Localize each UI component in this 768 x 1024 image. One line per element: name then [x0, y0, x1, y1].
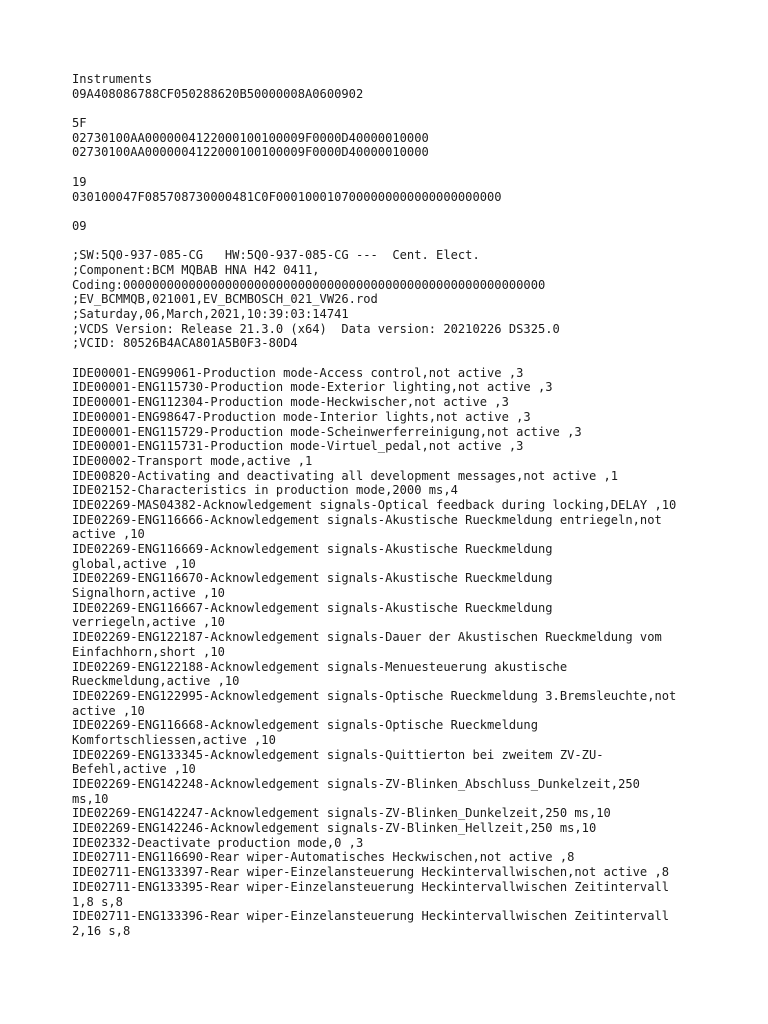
- text-line: IDE02269-ENG116668-Acknowledgement signals-Optische Rueckmeldung: [72, 718, 538, 733]
- text-line: [72, 204, 702, 219]
- text-line: IDE00820-Activating and deactivating all development messages,not active ,1: [72, 468, 619, 483]
- text-line: ;SW:5Q0-937-085-CG HW:5Q0-937-085-CG --- Cent. Elect.: [72, 248, 480, 263]
- text-line: IDE02152-Characteristics in production mode,2000 ms,4: [72, 483, 458, 498]
- text-line: IDE00001-ENG98647-Production mode-Interior lights,not active ,3: [72, 409, 531, 424]
- text-line: global,active ,10: [72, 556, 196, 571]
- text-line: 2,16 s,8: [72, 923, 131, 938]
- text-line: Komfortschliessen,active ,10: [72, 732, 276, 747]
- text-line: IDE00002-Transport mode,active ,1: [72, 453, 313, 468]
- text-line: Coding:0000000000000000000000000000000000000000000000000000000000: [72, 277, 546, 292]
- text-line: Instruments: [72, 72, 153, 86]
- text-line: 02730100AA0000004122000100100009F0000D40000010000: [72, 130, 429, 145]
- text-line: IDE02269-ENG116670-Acknowledgement signals-Akustische Rueckmeldung: [72, 571, 553, 586]
- text-line: IDE02269-ENG133345-Acknowledgement signals-Quittierton bei zweitem ZV-ZU-: [72, 747, 604, 762]
- text-line: 19: [72, 174, 87, 189]
- text-line: 02730100AA0000004122000100100009F0000D40000010000: [72, 145, 429, 160]
- text-line: Befehl,active ,10: [72, 762, 196, 777]
- text-line: IDE02711-ENG133396-Rear wiper-Einzelansteuerung Heckintervallwischen Zeitintervall: [72, 909, 670, 924]
- text-line: [72, 101, 702, 116]
- text-line: IDE00001-ENG99061-Production mode-Access control,not active ,3: [72, 365, 524, 380]
- text-line: 5F: [72, 116, 87, 131]
- text-line: IDE02269-ENG116669-Acknowledgement signals-Akustische Rueckmeldung: [72, 542, 553, 556]
- text-line: [72, 160, 702, 175]
- text-line: IDE02332-Deactivate production mode,0 ,3: [72, 835, 364, 850]
- text-line: Einfachhorn,short ,10: [72, 644, 225, 659]
- text-line: ms,10: [72, 791, 109, 806]
- text-line: [72, 351, 702, 366]
- text-line: IDE00001-ENG115729-Production mode-Scheinwerferreinigung,not active ,3: [72, 424, 582, 439]
- text-line: IDE02269-ENG122187-Acknowledgement signals-Dauer der Akustischen Rueckmeldung vom: [72, 630, 662, 645]
- text-line: IDE02711-ENG133397-Rear wiper-Einzelansteuerung Heckintervallwischen,not active ,8: [72, 865, 670, 880]
- text-line: IDE00001-ENG112304-Production mode-Heckwischer,not active ,3: [72, 395, 509, 410]
- text-line: verriegeln,active ,10: [72, 615, 225, 630]
- text-line: 09: [72, 218, 87, 233]
- text-line: ;Saturday,06,March,2021,10:39:03:14741: [72, 307, 349, 321]
- text-line: [72, 234, 702, 249]
- document-page: [72, 72, 702, 939]
- text-line: ;Component:BCM MQBAB HNA H42 0411,: [72, 262, 320, 277]
- text-line: IDE02269-ENG142247-Acknowledgement signals-ZV-Blinken_Dunkelzeit,250 ms,10: [72, 806, 611, 821]
- text-line: Signalhorn,active ,10: [72, 586, 225, 601]
- text-line: IDE02269-ENG116666-Acknowledgement signals-Akustische Rueckmeldung entriegeln,not: [72, 512, 662, 527]
- text-line: ;EV_BCMMQB,021001,EV_BCMBOSCH_021_VW26.rod: [72, 292, 378, 307]
- text-line: IDE02269-ENG142248-Acknowledgement signals-ZV-Blinken_Abschluss_Dunkelzeit,250: [72, 777, 640, 791]
- text-line: Rueckmeldung,active ,10: [72, 674, 240, 689]
- text-line: IDE02269-ENG116667-Acknowledgement signals-Akustische Rueckmeldung: [72, 600, 553, 615]
- text-line: IDE02711-ENG133395-Rear wiper-Einzelansteuerung Heckintervallwischen Zeitintervall: [72, 879, 670, 894]
- text-line: active ,10: [72, 703, 145, 718]
- text-line: ;VCID: 80526B4ACA801A5B0F3-80D4: [72, 336, 298, 351]
- text-line: IDE00001-ENG115731-Production mode-Virtuel_pedal,not active ,3: [72, 439, 524, 454]
- text-line: 1,8 s,8: [72, 894, 123, 909]
- text-line: IDE02269-ENG122188-Acknowledgement signals-Menuesteuerung akustische: [72, 659, 568, 674]
- text-line: ;VCDS Version: Release 21.3.0 (x64) Data version: 20210226 DS325.0: [72, 321, 560, 336]
- text-line: 09A408086788CF050288620B50000008A0600902: [72, 86, 364, 101]
- text-line: 030100047F085708730000481C0F0001000107000000000000000000000: [72, 189, 502, 204]
- text-line: IDE02711-ENG116690-Rear wiper-Automatisches Heckwischen,not active ,8: [72, 850, 575, 865]
- text-line: active ,10: [72, 527, 145, 542]
- text-line: IDE02269-ENG122995-Acknowledgement signals-Optische Rueckmeldung 3.Bremsleuchte,not: [72, 688, 677, 703]
- text-line: IDE00001-ENG115730-Production mode-Exterior lighting,not active ,3: [72, 380, 553, 395]
- text-line: IDE02269-ENG142246-Acknowledgement signals-ZV-Blinken_Hellzeit,250 ms,10: [72, 821, 597, 836]
- text-line: IDE02269-MAS04382-Acknowledgement signals-Optical feedback during locking,DELAY ,10: [72, 497, 677, 512]
